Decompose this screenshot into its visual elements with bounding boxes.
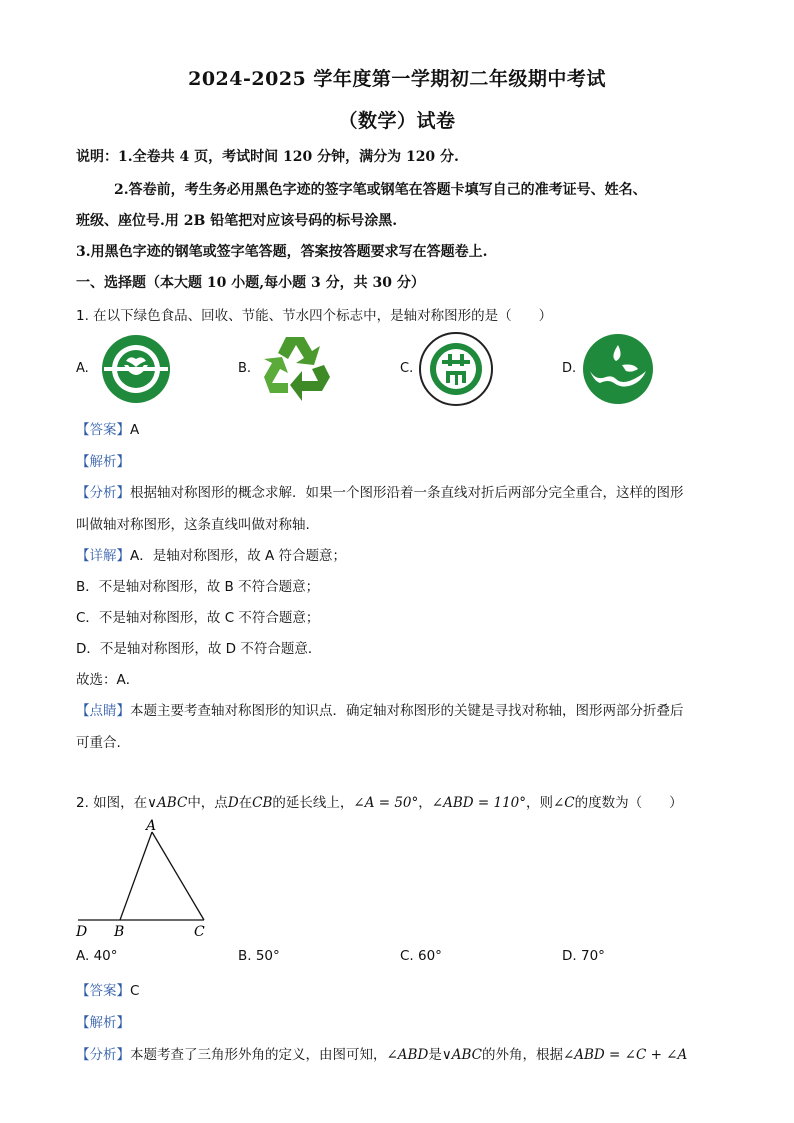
q1-answer xyxy=(76,418,139,438)
q2-angle-abd: ∠ABD = 110° xyxy=(431,795,526,811)
q2-segment-cb: CB xyxy=(252,795,273,811)
q2-fenxi-a: 本题考查了三角形外角的定义，由图可知， xyxy=(130,1047,387,1063)
q2-angle-a: ∠A = 50° xyxy=(353,795,419,811)
fig-label-b: B xyxy=(114,924,125,940)
q2-option-d: D. 70° xyxy=(562,948,605,964)
q2-fenxi-b: 是 xyxy=(428,1047,442,1063)
q2-stem-e: ， xyxy=(418,795,432,811)
q2-stem-a: 2. 如图，在 xyxy=(76,795,148,811)
q1-dianjing-text-1: 本题主要考查轴对称图形的知识点．确定轴对称图形的关键是寻找对称轴，图形两部分折叠后 xyxy=(130,703,684,719)
q2-analysis-tag xyxy=(76,1011,130,1031)
fenxi-tag: 【分析】 xyxy=(76,1047,130,1063)
q2-triangle-abc: ∨ABC xyxy=(147,795,188,811)
q2-option-c: C. 60° xyxy=(400,948,442,964)
xiangjie-tag: 【详解】 xyxy=(76,548,130,564)
instruction-2: 2.答卷前，考生务必用黑色字迹的签字笔或钢笔在答题卡填写自己的准考证号、姓名、 xyxy=(114,182,647,198)
q1-dianjing-line-2: 可重合. xyxy=(76,735,121,751)
q2-point-d: D xyxy=(227,795,239,811)
q1-option-d: D. xyxy=(562,361,577,376)
q1-option-c: C. xyxy=(400,361,414,376)
q1-fenxi-line-1 xyxy=(76,481,684,501)
q2-answer-value: C xyxy=(130,983,140,999)
analysis-tag: 【解析】 xyxy=(76,1015,130,1031)
q1-fenxi-text-1: 根据轴对称图形的概念求解．如果一个图形沿着一条直线对折后两部分完全重合，这样的图形 xyxy=(130,485,684,501)
q2-option-b: B. 50° xyxy=(238,948,280,964)
instruction-2-cont: 班级、座位号.用 2B 铅笔把对应该号码的标号涂黑. xyxy=(76,213,398,229)
q2-fenxi-triangle: ∨ABC xyxy=(441,1047,482,1063)
section-heading: 一、选择题（本大题 10 小题,每小题 3 分，共 30 分） xyxy=(76,275,425,291)
q1-stem: 1. 在以下绿色食品、回收、节能、节水四个标志中，是轴对称图形的是（ ） xyxy=(76,308,553,324)
q1-option-b: B. xyxy=(238,361,252,376)
q1-detail-line-1 xyxy=(76,544,346,564)
dianjing-tag: 【点睛】 xyxy=(76,703,130,719)
energy-saving-logo-icon xyxy=(418,331,494,407)
answer-tag: 【答案】 xyxy=(76,422,130,438)
instruction-1: 说明：1.全卷共 4 页，考试时间 120 分钟，满分为 120 分. xyxy=(76,149,459,165)
q2-stem-c: 在 xyxy=(238,795,253,811)
q1-answer-value: A xyxy=(130,422,140,438)
fenxi-tag: 【分析】 xyxy=(76,485,130,501)
analysis-tag: 【解析】 xyxy=(76,454,130,470)
q2-fenxi-equation: ∠ABD = ∠C + ∠A xyxy=(562,1047,688,1063)
q1-fenxi-line-2: 叫做轴对称图形，这条直线叫做对称轴. xyxy=(76,517,310,533)
q1-detail-d: D．不是轴对称图形，故 D 不符合题意． xyxy=(76,641,322,657)
q2-stem-f: ，则 xyxy=(526,795,553,811)
exam-title: 2024-2025 学年度第一学期初二年级期中考试 xyxy=(188,68,606,90)
q2-stem-g: 的度数为（ ） xyxy=(574,795,683,811)
q1-analysis-tag xyxy=(76,450,130,470)
instruction-3: 3.用黑色字迹的钢笔或签字笔答题，答案按答题要求写在答题卷上. xyxy=(76,244,488,260)
fig-label-d: D xyxy=(76,924,88,940)
recycle-logo-icon xyxy=(258,333,332,403)
fig-label-a: A xyxy=(146,818,157,834)
q1-detail-b: B．不是轴对称图形，故 B 不符合题意； xyxy=(76,579,320,595)
q2-fenxi-line-1 xyxy=(76,1043,687,1063)
q2-stem-d: 的延长线上， xyxy=(272,795,354,811)
q2-fenxi-c: 的外角，根据 xyxy=(481,1047,563,1063)
green-food-logo-icon xyxy=(100,333,172,405)
fig-label-c: C xyxy=(194,924,205,940)
q2-stem xyxy=(76,791,683,811)
q1-option-a: A. xyxy=(76,361,89,376)
q2-option-a: A. 40° xyxy=(76,948,118,964)
q1-detail-c: C．不是轴对称图形，故 C 不符合题意； xyxy=(76,610,320,626)
q2-fenxi-angle: ∠ABD xyxy=(386,1047,429,1063)
triangle-figure xyxy=(70,812,220,940)
q2-stem-b: 中，点 xyxy=(187,795,228,811)
exam-subtitle: （数学）试卷 xyxy=(338,110,456,132)
water-saving-logo-icon xyxy=(582,333,654,405)
q1-dianjing-line-1 xyxy=(76,699,684,719)
q1-detail-a: A．是轴对称图形，故 A 符合题意； xyxy=(130,548,347,564)
answer-tag: 【答案】 xyxy=(76,983,130,999)
q2-answer xyxy=(76,979,139,999)
q1-choose: 故选：A． xyxy=(76,672,140,688)
q2-angle-c: ∠C xyxy=(553,795,575,811)
